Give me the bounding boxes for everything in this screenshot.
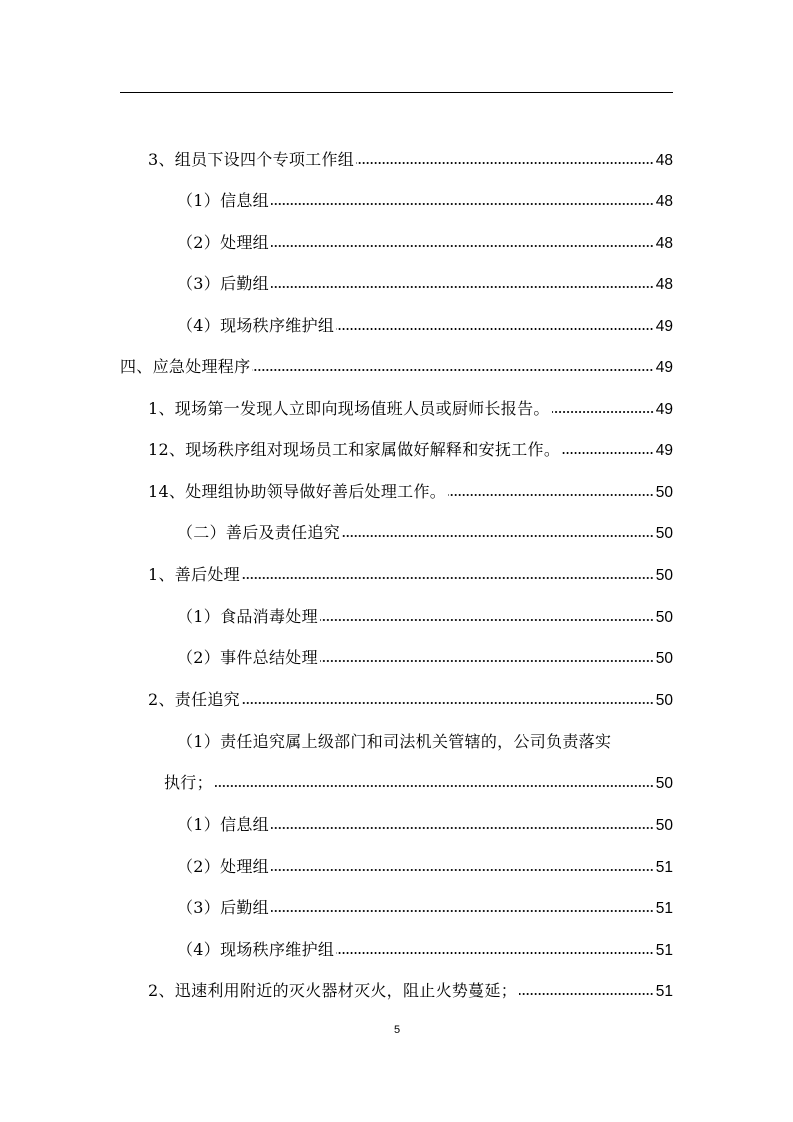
dot-leader xyxy=(242,577,654,579)
toc-entry-page: 51 xyxy=(655,942,673,959)
dot-leader xyxy=(215,785,654,787)
dot-leader xyxy=(336,952,654,954)
toc-entry[interactable] xyxy=(177,601,673,627)
toc-entry-label: （4）现场秩序维护组 xyxy=(177,940,335,959)
toc-entry[interactable] xyxy=(148,144,673,170)
toc-entry-page: 48 xyxy=(655,276,673,293)
toc-entry-label: 2、迅速利用附近的灭火器材灭火，阻止火势蔓延； xyxy=(148,981,518,1000)
toc-entry-page: 50 xyxy=(655,484,673,501)
dot-leader xyxy=(271,827,654,829)
dot-leader xyxy=(320,619,654,621)
toc-entry-page: 50 xyxy=(655,609,673,626)
toc-entry-label: （2）事件总结处理 xyxy=(177,648,318,667)
toc-entry-label: 四、应急处理程序 xyxy=(120,357,251,376)
dot-leader xyxy=(562,452,654,454)
toc-entry-label: 1、现场第一发现人立即向现场值班人员或厨师长报告。 xyxy=(148,399,550,418)
toc-entry-page: 48 xyxy=(655,235,673,252)
page-number: 5 xyxy=(393,1024,401,1036)
toc-entry[interactable] xyxy=(148,434,673,460)
dot-leader xyxy=(320,660,654,662)
toc-entry-label: 12、现场秩序组对现场员工和家属做好解释和安抚工作。 xyxy=(148,440,561,459)
toc-entry[interactable] xyxy=(177,892,673,918)
toc-entry-page: 51 xyxy=(655,859,673,876)
toc-entry-page: 49 xyxy=(655,318,673,335)
toc-entry-label: 2、责任追究 xyxy=(148,690,240,709)
dot-leader xyxy=(271,203,654,205)
toc-entry-label: （1）信息组 xyxy=(177,191,269,210)
toc-entry[interactable] xyxy=(148,476,673,502)
dot-leader xyxy=(271,869,654,871)
dot-leader xyxy=(242,702,654,704)
toc-entry[interactable] xyxy=(148,559,673,585)
toc-entry-label: （1）食品消毒处理 xyxy=(177,607,318,626)
toc-entry-page: 49 xyxy=(655,442,673,459)
toc-entry-page: 49 xyxy=(655,359,673,376)
toc-entry-page: 49 xyxy=(655,401,673,418)
toc-entry-label: 14、处理组协助领导做好善后处理工作。 xyxy=(148,482,447,501)
dot-leader xyxy=(271,245,654,247)
dot-leader xyxy=(448,494,654,496)
toc-entry[interactable] xyxy=(177,642,673,668)
toc-entry-label: 3、组员下设四个专项工作组 xyxy=(148,150,355,169)
toc-entry-label: （3）后勤组 xyxy=(177,274,269,293)
toc-entry[interactable] xyxy=(148,684,673,710)
toc-entry-page: 50 xyxy=(655,775,673,792)
dot-leader xyxy=(252,369,653,371)
dot-leader xyxy=(356,162,654,164)
toc-entry-page: 48 xyxy=(655,152,673,169)
toc-entry[interactable] xyxy=(177,517,673,543)
header-rule xyxy=(120,92,673,93)
toc-entry[interactable] xyxy=(148,393,673,419)
dot-leader xyxy=(271,910,654,912)
dot-leader xyxy=(342,535,654,537)
toc-entry-label: （1）信息组 xyxy=(177,815,269,834)
dot-leader xyxy=(519,993,654,995)
toc-entry-label: （1）责任追究属上级部门和司法机关管辖的，公司负责落实 xyxy=(177,732,612,751)
dot-leader xyxy=(336,328,654,330)
toc-entry-label: （2）处理组 xyxy=(177,233,269,252)
toc-entry-page: 51 xyxy=(655,983,673,1000)
toc-entry[interactable] xyxy=(177,726,611,752)
toc-entry[interactable] xyxy=(148,975,673,1001)
toc-entry[interactable] xyxy=(177,310,673,336)
toc-entry-page: 51 xyxy=(655,900,673,917)
toc-entry[interactable] xyxy=(177,268,673,294)
toc-entry-label: （3）后勤组 xyxy=(177,898,269,917)
toc-entry-page: 50 xyxy=(655,650,673,667)
toc-entry-label: 执行； xyxy=(164,773,213,792)
toc-entry-page: 48 xyxy=(655,193,673,210)
toc-entry[interactable] xyxy=(177,809,673,835)
toc-entry[interactable] xyxy=(177,185,673,211)
dot-leader xyxy=(271,286,654,288)
toc-entry-label: （4）现场秩序维护组 xyxy=(177,316,335,335)
dot-leader xyxy=(552,411,654,413)
toc-entry[interactable] xyxy=(120,351,673,377)
toc-entry-page: 50 xyxy=(655,525,673,542)
toc-entry[interactable] xyxy=(177,934,673,960)
toc-entry-label: 1、善后处理 xyxy=(148,565,240,584)
toc-entry-page: 50 xyxy=(655,567,673,584)
toc-entry-label: （二）善后及责任追究 xyxy=(177,523,341,542)
toc-entry-page: 50 xyxy=(655,692,673,709)
toc-entry-continuation[interactable] xyxy=(164,767,673,793)
toc-entry[interactable] xyxy=(177,227,673,253)
toc-entry[interactable] xyxy=(177,851,673,877)
toc-entry-label: （2）处理组 xyxy=(177,857,269,876)
toc-entry-page: 50 xyxy=(655,817,673,834)
